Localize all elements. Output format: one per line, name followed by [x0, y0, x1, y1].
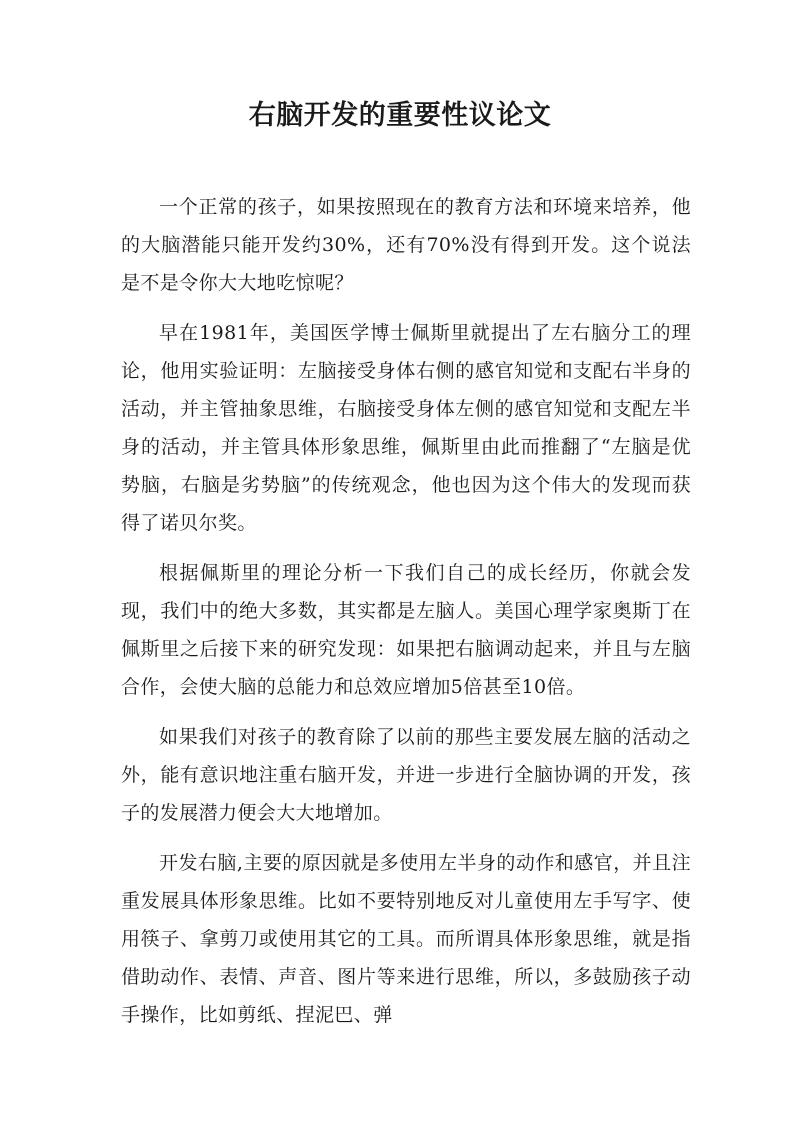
document-title: 右脑开发的重要性议论文 — [248, 100, 552, 131]
document-body — [121, 188, 691, 1046]
paragraph-2: 早在1981年，美国医学博士佩斯里就提出了左右脑分工的理论，他用实验证明：左脑接受身体右侧的感官知觉和支配右半身的活动，并主管抽象思维，右脑接受身体左侧的感官知觉和支配左半身的活动，并主管具体形象思维，佩斯里由此而推翻了“左脑是优势脑，右脑是劣势脑”的传统观念，他也因为这个伟大的发现而获得了诺贝尔奖。 — [121, 322, 691, 534]
paragraph-1: 一个正常的孩子，如果按照现在的教育方法和环境来培养，他的大脑潜能只能开发约30%，还有70%没有得到开发。这个说法是不是令你大大地吃惊呢？ — [121, 196, 691, 294]
paragraph-5: 开发右脑,主要的原因就是多使用左半身的动作和感官，并且注重发展具体形象思维。比如不要特别地反对儿童使用左手写字、使用筷子、拿剪刀或使用其它的工具。而所谓具体形象思维，就是指借助动作、表情、声音、图片等来进行思维，所以，多鼓励孩子动手操作，比如剪纸、捏泥巴、弹 — [121, 852, 691, 1026]
paragraph-3: 根据佩斯里的理论分析一下我们自己的成长经历，你就会发现，我们中的绝大多数，其实都是左脑人。美国心理学家奥斯丁在佩斯里之后接下来的研究发现：如果把右脑调动起来，并且与左脑合作，会使大脑的总能力和总效应增加5倍甚至10倍。 — [121, 562, 691, 698]
paragraph-4: 如果我们对孩子的教育除了以前的那些主要发展左脑的活动之外，能有意识地注重右脑开发，并进一步进行全脑协调的开发，孩子的发展潜力便会大大地增加。 — [121, 726, 691, 824]
